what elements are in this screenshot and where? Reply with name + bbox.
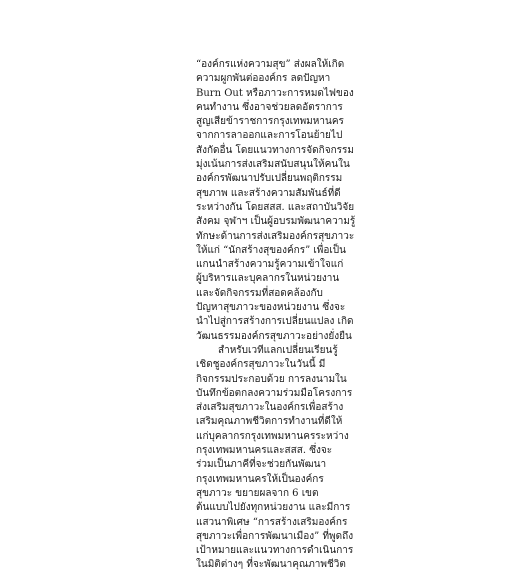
text-line: สูญเสียข้าราชการกรุงเทพมหานคร xyxy=(196,116,344,128)
text-line: แสวนาพิเศษ “การสร้างเสริมองค์กร xyxy=(196,516,348,528)
text-line: สังกัดอื่น โดยแนวทางการจัดกิจกรรม xyxy=(196,144,354,156)
text-line: บันทึกข้อตกลงความร่วมมือโครงการ xyxy=(196,387,353,399)
article-text-column xyxy=(196,58,356,573)
text-line: สำหรับเวทีแลกเปลี่ยนเรียนรู้ xyxy=(218,344,338,356)
text-line: “องค์กรแห่งความสุข” ส่งผลให้เกิด xyxy=(196,59,345,70)
text-line: องค์กรพัฒนาปรับเปลี่ยนพฤติกรรม xyxy=(196,173,343,185)
text-line: ผู้บริหารและบุคลากรในหน่วยงาน xyxy=(196,273,340,285)
text-line: ส่งเสริมสุขภาวะในองค์กรเพื่อสร้าง xyxy=(196,402,344,414)
article-paragraph xyxy=(196,344,354,573)
text-line: จากการลาออกและการโอนย้ายไป xyxy=(196,130,343,142)
text-line: มุ่งเน้นการส่งเสริมสนับสนุนให้คนใน xyxy=(196,159,350,171)
text-line: ระหว่างกัน โดยสสส. และสถาบันวิจัย xyxy=(196,201,355,213)
text-line: ปัญหาสุขภาวะของหน่วยงาน ซึ่งจะ xyxy=(196,302,346,314)
text-line: Burn Out หรือภาวะการหมดไฟของ xyxy=(196,87,354,99)
text-line: คนทำงาน ซึ่งอาจช่วยลดอัตราการ xyxy=(196,101,343,113)
text-line: กรุงเทพมหานครให้เป็นองค์กร xyxy=(196,473,324,485)
text-line: เป้าหมายและแนวทางการดำเนินการ xyxy=(196,545,354,557)
text-line: ในมิติต่างๆ ที่จะพัฒนาคุณภาพชีวิต xyxy=(196,559,346,571)
text-line: ให้แก่ “นักสร้างสุของค์กร” เพื่อเป็น xyxy=(196,244,346,256)
text-line: ต้นแบบไปยังทุกหน่วยงาน และมีการ xyxy=(196,502,351,514)
text-line: สังคม จุฬาฯ เป็นผู้อบรมพัฒนาความรู้ xyxy=(196,216,356,228)
text-line: นำไปสู่การสร้างการเปลี่ยนแปลง เกิด xyxy=(196,316,354,328)
text-line: ทักษะด้านการส่งเสริมองค์กรสุขภาวะ xyxy=(196,230,355,242)
text-line: และจัดกิจกรรมที่สอดคล้องกับ xyxy=(196,287,323,299)
text-line: กรุงเทพมหานครและสสส. ซึ่งจะ xyxy=(196,445,333,457)
text-line: สุขภาพ และสร้างความสัมพันธ์ที่ดี xyxy=(196,187,341,199)
text-line: แก่บุคลากรกรุงเทพมหานครระหว่าง xyxy=(196,430,349,442)
text-line: วัฒนธรรมองค์กรสุขภาวะอย่างยั่งยืน xyxy=(196,330,352,342)
text-line: ความผูกพันต่อองค์กร ลดปัญหา xyxy=(196,73,331,85)
text-line: ร่วมเป็นภาคีที่จะช่วยกันพัฒนา xyxy=(196,459,327,471)
text-line: กิจกรรมประกอบด้วย การลงนามใน xyxy=(196,373,347,385)
text-line: สุขภาวะ ขยายผลจาก 6 เขต xyxy=(196,487,319,499)
article-paragraph xyxy=(196,58,356,344)
text-line: เชิดชูองค์กรสุขภาวะในวันนี้ มี xyxy=(196,359,326,371)
text-line: สุขภาวะเพื่อการพัฒนาเมือง” ที่พูดถึง xyxy=(196,530,354,542)
text-line: เสริมคุณภาพชีวิตการทำงานที่ดีให้ xyxy=(196,416,343,428)
text-line: แกนนำสร้างความรู้ความเข้าใจแก่ xyxy=(196,259,344,271)
